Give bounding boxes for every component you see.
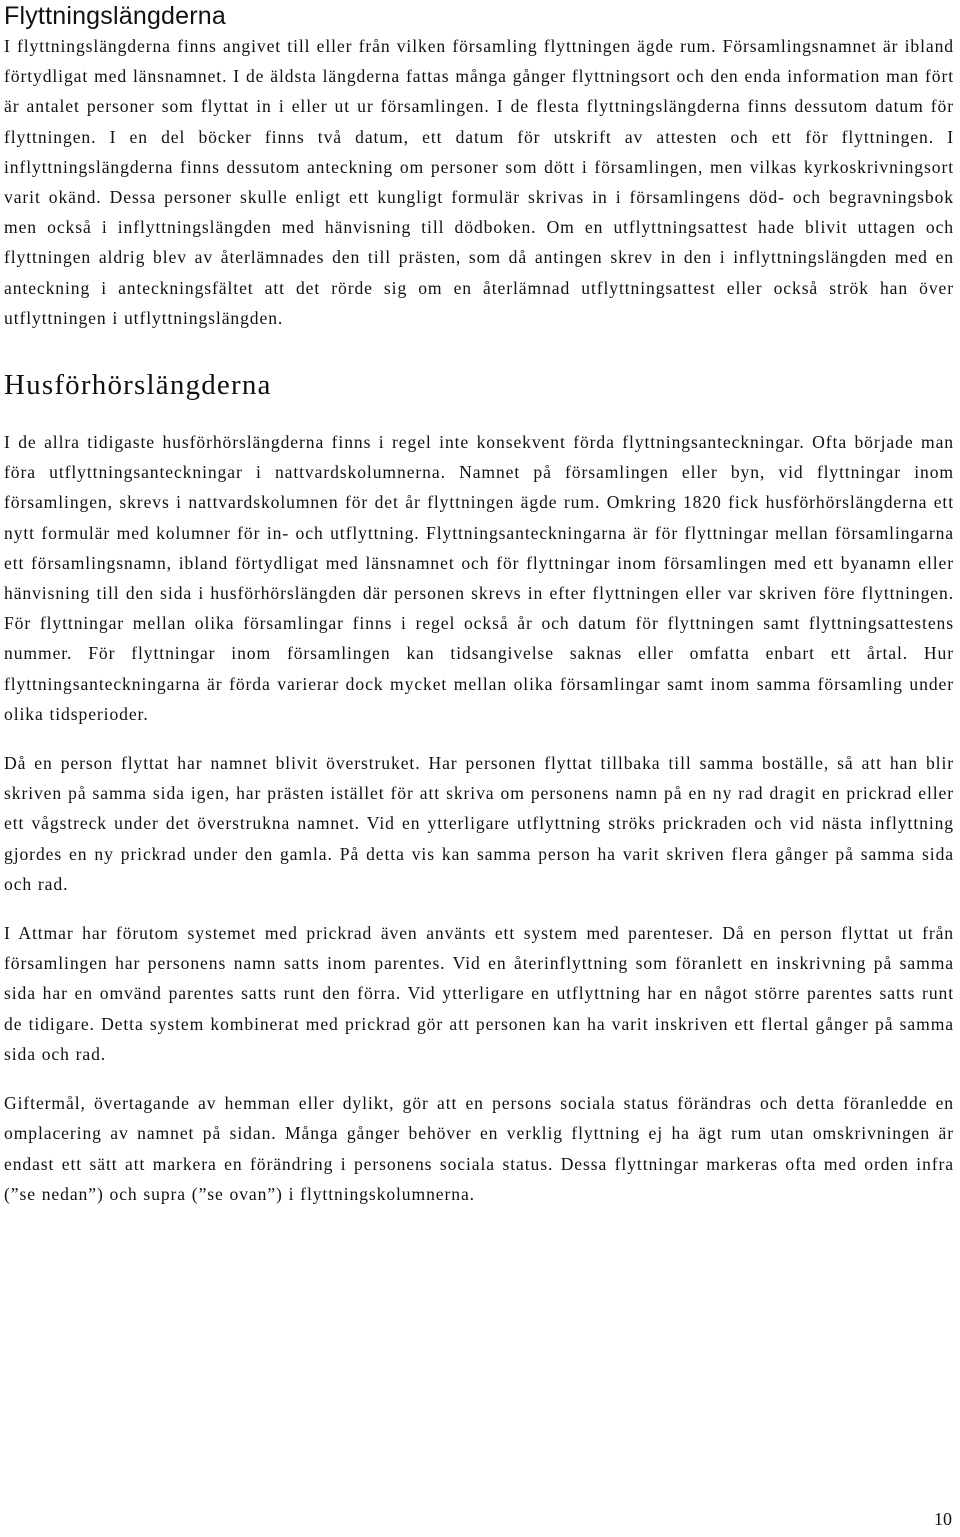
page-number: 10 xyxy=(934,1509,952,1529)
section-heading-flyttningslangderna: Flyttningslängderna xyxy=(4,2,226,30)
paragraph-husforhor-1: I de allra tidigaste husförhörslängderna finns i regel inte konsekvent förda flyttningsanteckningar. Ofta började man föra utflyttningsanteckningar i nattvardskolumnerna. Namnet på församlingen eller byn, vid flyttningar inom församlingen, skrevs i nattvardskolumnen för det år flyttningen ägde rum. Omkring 1820 fick husförhörslängderna ett nytt formulär med kolumner för in- och utflyttning. Flyttningsanteckningarna är för flyttningar mellan församlingarna ett församlingsnamn, ibland förtydligat med länsnamnet och för flyttningar inom församlingen med ett byanamn eller hänvisning till den sida i husförhörslängden där personen skrevs in efter flyttningen eller var skriven före flyttningen. För flyttningar mellan olika församlingar finns i regel också år och datum för flyttningen samt flyttningsattestens nummer. För flyttningar inom församlingen kan tidsangivelse saknas eller omfatta enbart ett årtal. Hur flyttningsanteckningarna är förda varierar dock mycket mellan olika församlingar samt inom samma församling under olika tidsperioder. xyxy=(4,432,954,724)
document-page xyxy=(4,0,954,1209)
paragraph-husforhor-2: Då en person flyttat har namnet blivit överstruket. Har personen flyttat tillbaka till samma boställe, så att han blir skriven på samma sida igen, har prästen istället för att skriva om personens namn på en ny rad dragit en prickrad eller ett vågstreck under det överstrukna namnet. Vid en ytterligare utflyttning ströks prickraden och vid nästa inflyttning gjordes en ny prickrad under den gamla. På detta vis kan samma person ha varit skriven flera gånger på samma sida och rad. xyxy=(4,753,954,894)
paragraph-husforhor-3: I Attmar har förutom systemet med prickrad även använts ett system med parenteser. Då en person flyttat ut från församlingen har personens namn satts inom parentes. Vid en återinflyttning som föranlett en inskrivning på samma sida har en omvänd parentes satts runt den förra. Vid ytterligare en utflyttning har en något större parentes satts runt de tidigare. Detta system kombinerat med prickrad gör att personen kan ha varit inskriven ett flertal gånger på samma sida och rad. xyxy=(4,923,954,1064)
section-heading-husforhorslangderna: Husförhörslängderna xyxy=(4,369,272,402)
paragraph-flyttningslangderna: I flyttningslängderna finns angivet till eller från vilken församling flyttningen ägde rum. Församlingsnamnet är ibland förtydligat med länsnamnet. I de äldsta längderna fattas många gånger flyttningsort och den enda information man fört är antalet personer som flyttat in i eller ut ur församlingen. I de flesta flyttningslängderna finns dessutom datum för flyttningen. I en del böcker finns två datum, ett datum för utskrift av attesten och ett för flyttningen. I inflyttningslängderna finns dessutom anteckning om personer som dött i församlingen, men vilkas kyrkoskrivningsort varit okänd. Dessa personer skulle enligt ett kungligt formulär skrivas in i församlingens död- och begravningsbok men också i inflyttningslängden med hänvisning till dödboken. Om en utflyttningsattest hade blivit uttagen och flyttningen aldrig blev av återlämnades den till prästen, som då antingen skrev in den i inflyttningslängden med en anteckning i anteckningsfältet att det rörde sig om en återlämnad utflyttningsattest eller också strök han över utflyttningen i utflyttningslängden. xyxy=(4,36,954,328)
paragraph-husforhor-4: Giftermål, övertagande av hemman eller dylikt, gör att en persons sociala status förändras och detta föranledde en omplacering av namnet på sidan. Många gånger behöver en verklig flyttning ej ha ägt rum utan omskrivningen är endast ett sätt att markera en förändring i personens sociala status. Dessa flyttningar markeras ofta med orden infra (”se nedan”) och supra (”se ovan”) i flyttningskolumnerna. xyxy=(4,1093,954,1204)
